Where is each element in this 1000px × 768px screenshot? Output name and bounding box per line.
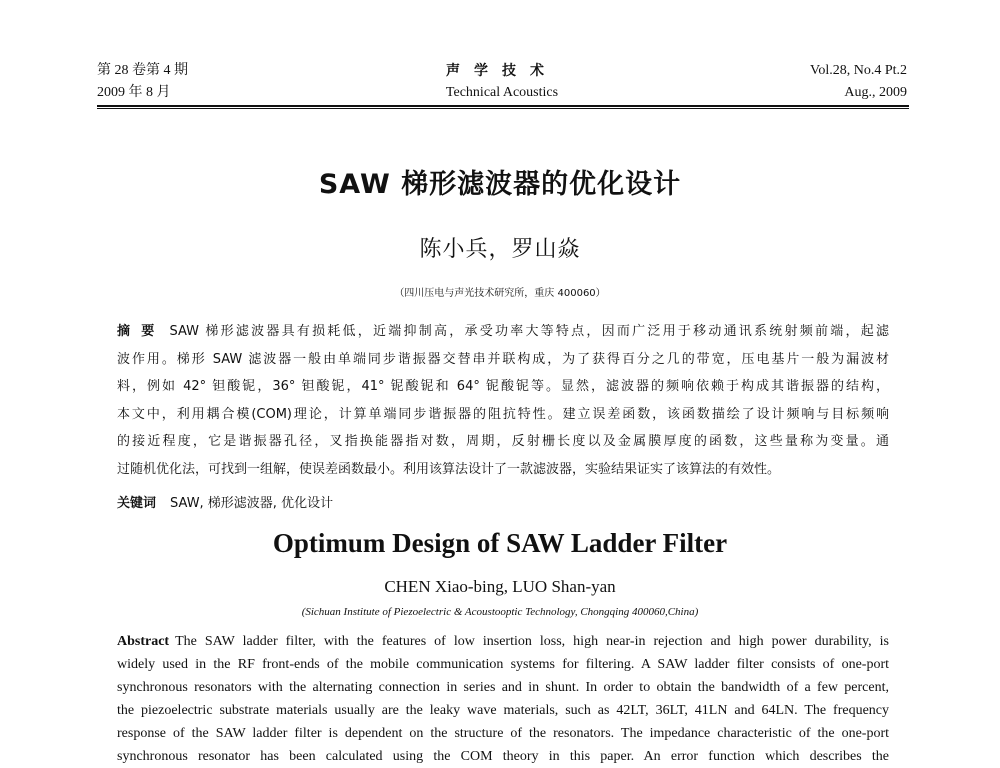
abstract-en-line: widely used in the RF front-ends of the mobile communication systems for filtering. A SAW ladder filter consists of one-port	[117, 657, 889, 672]
abstract-cn-line: 摘要 SAW 梯形滤波器具有损耗低，近端抑制高，承受功率大等特点，因而广泛用于移动通讯系统射频前端，起滤	[117, 324, 889, 339]
abstract-en-line: synchronous resonators with the alternating connection in series and in shunt. In order to obtain the bandwidth of a few percent,	[117, 680, 889, 695]
abstract-en-line: synchronous resonator has been calculated using the COM theory in this paper. An error function which describes the	[117, 749, 889, 764]
journal-name-cn: 声学技术	[446, 63, 558, 79]
abstract-cn-label: 摘要	[117, 324, 166, 339]
header-rule-thick	[97, 105, 909, 107]
volume-issue-cn: 第 28 卷第 4 期	[97, 63, 188, 78]
abstract-cn-line: 料，例如 42° 钽酸铌，36° 钽酸铌，41° 铌酸铌和 64° 铌酸铌等。显然，滤波器的频响依赖于构成其谐振器的结构，	[117, 379, 889, 395]
keywords-cn-text: SAW, 梯形滤波器, 优化设计	[170, 496, 334, 511]
abstract-en	[117, 630, 889, 768]
affiliation-en: (Sichuan Institute of Piezoelectric & Acoustooptic Technology, Chongqing 400060,China)	[301, 606, 699, 618]
date-cn: 2009 年 8 月	[97, 85, 171, 100]
header-right	[810, 60, 907, 104]
abstract-en-line: response of the SAW ladder filter is dependent on the structure of the resonators. The impedance characteristic of the one-port	[117, 726, 889, 741]
abstract-en-line: Abstract The SAW ladder filter, with the features of low insertion loss, high near-in rejection and high power durability, is	[117, 634, 889, 649]
abstract-cn-line: 过随机优化法，可找到一组解，使误差函数最小。利用该算法设计了一款滤波器，实验结果证实了该算法的有效性。	[117, 461, 781, 477]
authors-en: CHEN Xiao-bing, LUO Shan-yan	[384, 577, 616, 596]
running-header	[97, 60, 907, 110]
affiliation-cn: （四川压电与声光技术研究所，重庆 400060）	[394, 288, 606, 299]
keywords-cn-label: 关键词	[117, 496, 157, 511]
keywords-cn	[117, 493, 889, 515]
paper-title-en: Optimum Design of SAW Ladder Filter	[272, 528, 728, 558]
header-center	[97, 60, 907, 104]
header-rule-thin	[97, 108, 909, 109]
abstract-cn-line: 本文中，利用耦合模(COM)理论，计算单端同步谐振器的阻抗特性。建立误差函数，该函数描绘了设计频响与目标频响	[117, 406, 889, 422]
volume-issue-en: Vol.28, No.4 Pt.2	[810, 63, 907, 78]
date-en: Aug., 2009	[844, 85, 907, 100]
paper-title-cn: SAW 梯形滤波器的优化设计	[318, 169, 682, 200]
abstract-en-line: the piezoelectric substrate materials usually are the leaky wave materials, such as 42LT, 36LT, 41LN and 64LN. The frequency	[117, 703, 889, 718]
abstract-en-label: Abstract	[117, 634, 170, 649]
abstract-cn	[117, 318, 889, 484]
authors-cn: 陈小兵，罗山焱	[419, 237, 581, 262]
abstract-cn-line: 波作用。梯形 SAW 滤波器一般由单端同步谐振器交替串并联构成，为了获得百分之几的带宽，压电基片一般为漏波材	[117, 351, 889, 367]
journal-name-en: Technical Acoustics	[445, 85, 559, 100]
abstract-cn-line: 的接近程度，它是谐振器孔径，叉指换能器指对数，周期，反射栅长度以及金属膜厚度的函数，这些量称为变量。通	[117, 434, 889, 450]
